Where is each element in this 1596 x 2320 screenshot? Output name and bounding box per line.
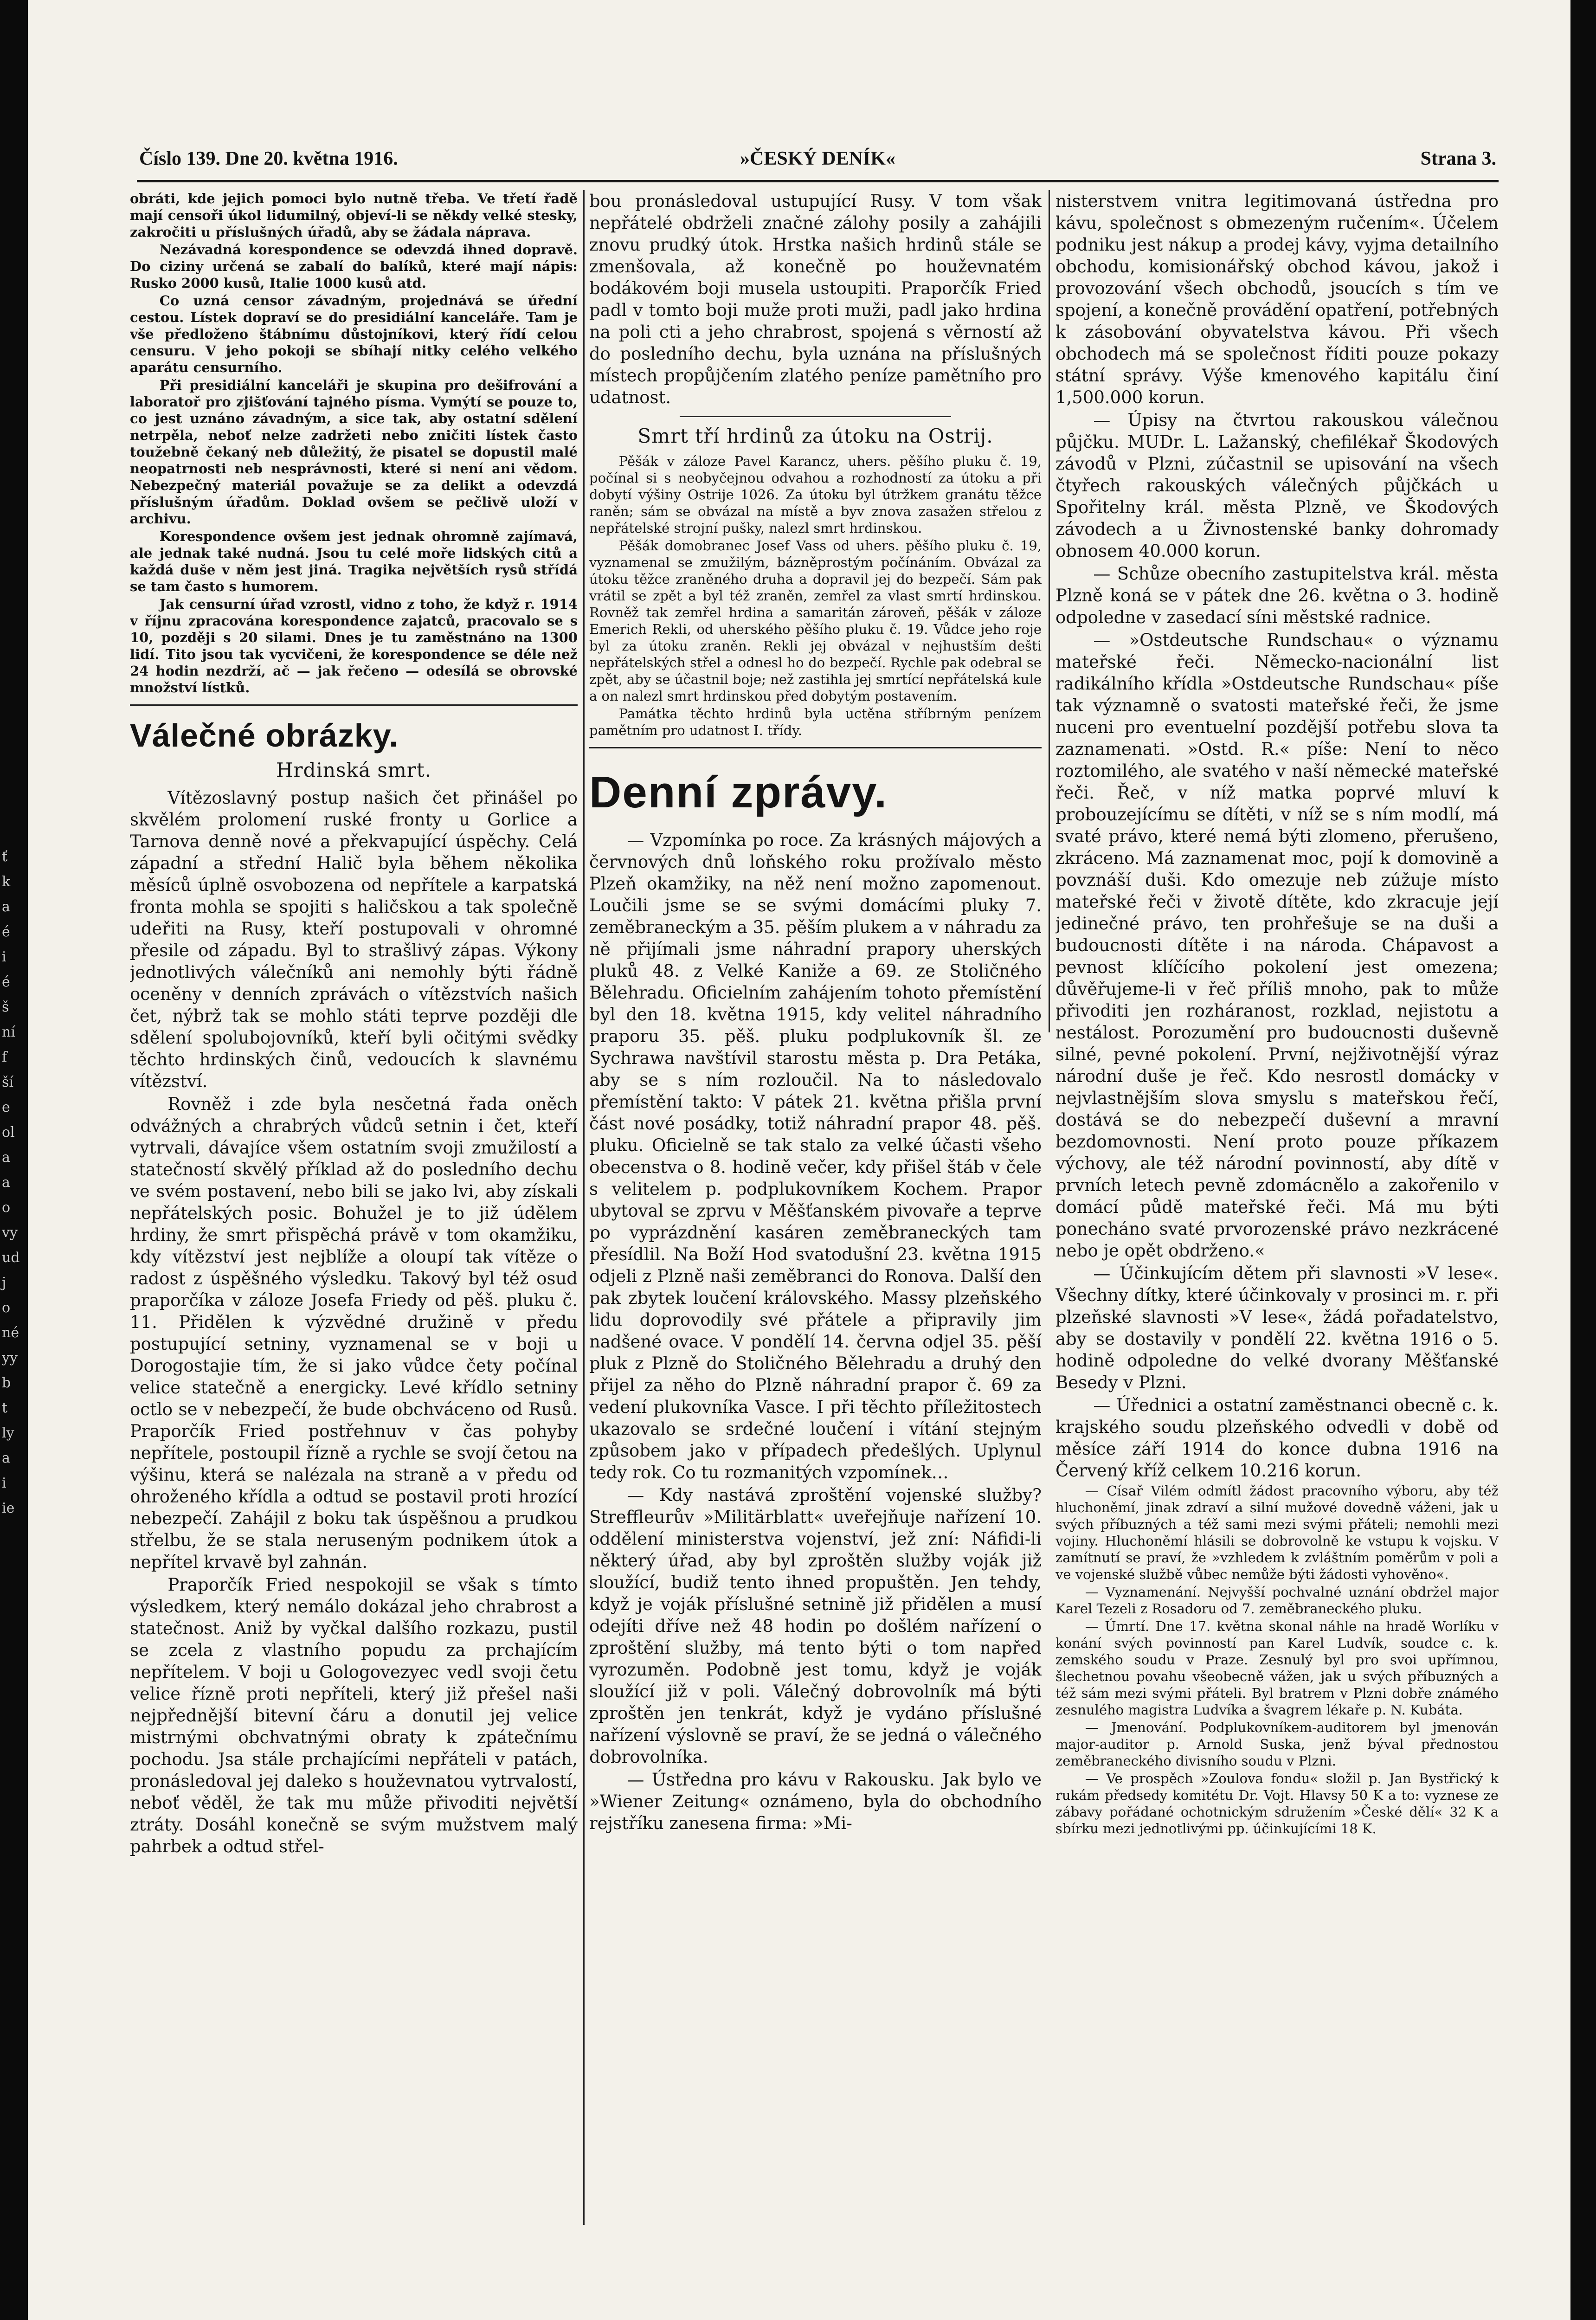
column-rule-1	[583, 190, 585, 2225]
article-divider	[680, 416, 951, 417]
paragraph: Jak censurní úřad vzrostl, vidno z toho, že když r. 1914 v říjnu zpracována korespondence zajatců, pracovalo se s 10, později s 20 silami. Dnes je tu zaměstnáno na 1300 lidí. Tito jsou tak vycvičeni, že korespondence se déle než 24 hodin nezdrží, ač — jak řečeno — odesílá se obrovské množství lístků.	[130, 596, 578, 696]
margin-fragment: ie	[2, 1500, 15, 1516]
news-item: — Vyznamenání. Nejvyšší pochvalné uznání obdržel major Karel Tezeli z Rosadoru od 7. zeměbraneckého pluku.	[1055, 1584, 1499, 1617]
margin-fragment: o	[2, 1199, 11, 1216]
paragraph: Památka těchto hrdinů byla uctěna stříbrným penízem pamětním pro udatnost I. třídy.	[589, 706, 1042, 738]
section-heading: Válečné obrázky.	[130, 717, 399, 754]
paragraph: Pěšák domobranec Josef Vass od uhers. pěšího pluku č. 19, vyznamenal se zmužilým, bázněprostým počínáním. Obvázal za útoku těžce zraněného druha a dopravil jej do bezpečí. Sám pak vrátil se zpět a byl též zraněn, zemřel za vlast smrtí hrdinskou. Rovněž tak zemřel hrdina a samaritán zároveň, pěšák v záloze Emerich Rekli, od uherského pěšího pluku č. 19. Vůdce jeho roje byl za útoku zraněn. Rekli jej obvázal v nejhustším dešti nepřátelských střel a odnesl ho do bezpečí. Rychle pak odebral se zpět, aby se účastnil boje; než zastihla jej smrtící nepřátelská kule a on nalezl smrt hrdinskou před dobytým postavením.	[589, 538, 1042, 704]
news-item: — Ve prospěch »Zoulova fondu« složil p. Jan Bystřický k rukám předsedy komitétu Dr. Vojt. Hlavsy 50 K a to: vyznese ze zábavy pořádané ochotnickým sdružením »České dělí« 32 K a sbírku mezi jednotlivými pp. účinkujícími 18 K.	[1055, 1771, 1499, 1837]
news-item: — Vzpomínka po roce. Za krásných májových a červnových dnů loňského roku prožívalo město Plzeň okamžiky, na něž není možno zapomenout. Loučili jsme se se svými domácími pluky 7. zeměbraneckým a 35. pěším plukem a v náhradu za ně přijímali jsme náhradní prapory uherských pluků 48. z Velké Kaniže a 69. ze Stoličného Bělehradu. Oficielním zahájením tohoto přemístění byl den 18. května 1915, kdy velitel náhradního praporu 35. pěš. pluku podplukovník šl. ze Sychrawa navštívil starostu města p. Dra Petáka, aby se s ním rozloučil. Na to následovalo přemístění takto: V pátek 21. května přišla první část nové posádky, totiž náhradní prapor 48. pěš. pluku. Oficielně se tak stalo za velké účasti všeho obecenstva o 8. hodině večer, kdy přišel štáb v čele s velitelem p. podplukovníkem Kochem. Prapor ubytoval se zprvu v Měšťanském pivovaře a teprve po vyprázdnění kasáren zeměbraneckých tam přesídlil. Na Boží Hod svatodušní 23. května 1915 odjeli z Plzně naši zeměbranci do Ronova. Další den pak zbytek loučení královského. Massy plzeňského lidu doprovodily své přátele a připravily jim nadšené ovace. V pondělí 14. června odjel 35. pěší pluk z Plzně do Stoličného Bělehradu a druhý den přijel za něho do Plzně náhradní prapor č. 69 za vedení plukovníka Vasce. I při těchto příležitostech ukazovalo se srdečné loučení i vítání stejným způsobem jako v případech předešlých. Uplynul tedy rok. Co tu rozmanitých vzpomínek…	[589, 830, 1042, 1482]
scan-edge-right	[1570, 0, 1596, 2320]
news-item: — »Ostdeutsche Rundschau« o významu mateřské řeči. Německo-nacionální list radikálního křídla »Ostdeutsche Rundschau« píše tak významně o svatosti mateřské řeči, že jsme nuceni pro eventuelní pozdější potřebu slova ta zaznamenati. »Ostd. R.« píše: Není to něco roztomilého, ale svatého v naší německé mateřské řeči. Řeč, v níž matka poprvé mluví k probouzejícímu se dítěti, v níž se s ním modlí, má svaté právo, které nemá býti zlomeno, přerušeno, zkráceno. Má zaznamenat moc, pojí k domovině a povznáší duši. Kdo omezuje neb zúžuje místo mateřské řeči v životě dítěte, kdo zkracuje její jedinečné právo, ten prohřešuje se na duši a budoucnosti dítěte i na národa. Chápavost a pevnost klíčícího pokolení jest omezena; důvěřujeme-li v řeč příliš mnoho, pak to může přivoditi jen rozháranost, rozklad, nejistotu a nestálost. Porozumění pro budoucnosti duševně silné, pevné pokolení. První, nejživotnější výraz národní duše je řeč. Kdo nesrostl domácky v nejvlastnějším slova smyslu s mateřskou řečí, dostává se do nebezpečí duševní a mravní bezdomovnosti. Není proto pouze příkazem výchovy, ale též národní povinností, aby dítě v prvních letech pevně zdomácnělo a zakořenilo v domácí půdě mateřské řeči. Má mu býti ponecháno svaté prvorozenské právo nezkrácené nebo je opět obdrženo.«	[1055, 630, 1499, 1261]
paragraph: Nezávadná korespondence se odevzdá ihned dopravě. Do ciziny určená se zabalí do balíků, které mají nápis: Rusko 2000 kusů, Italie 1000 kusů atd.	[130, 242, 578, 291]
margin-fragment: ol	[2, 1124, 15, 1141]
column-1	[130, 190, 578, 2276]
news-item: — Schůze obecního zastupitelstva král. města Plzně koná se v pátek dne 26. května o 3. hodině odpoledne v zasedací síni městské radnice.	[1055, 564, 1499, 627]
margin-fragment: yy	[2, 1350, 18, 1366]
news-item: — Úpisy na čtvrtou rakouskou válečnou půjčku. MUDr. L. Lažanský, chefilékař Škodových závodů v Plzni, zúčastnil se upisování na všech čtyřech rakouských válečných půjčkách u Spořitelny král. města Plzně, ve Škodových závodech a u Živnostenské banky dohromady obnosem 40.000 korun.	[1055, 410, 1499, 561]
margin-fragment: f	[2, 1049, 7, 1065]
margin-fragment: vy	[2, 1224, 18, 1241]
news-item: — Úmrtí. Dne 17. května skonal náhle na hradě Worlíku v konání svých povinností pan Karel Ludvík, soudce c. k. zemského soudu v Praze. Zesnulý byl pro svoi upřímnou, šlechetnou povahu všeobecně vážen, jak u svých příbuzných a též sám mezi svými přáteli. Byl bratrem v Plzni dobře známého zesnulého magistra Ludvíka a švagrem lékaře p. N. Kubáta.	[1055, 1618, 1499, 1718]
news-item: nisterstvem vnitra legitimovaná ústředna pro kávu, společnost s obmezeným ručením«. Účelem podniku jest nákup a prodej kávy, vyjma detailního obchodu, komisionářský obchod kávou, jakož i provozování všech obchodů, jsoucích s tím ve spojení, a konečně provádění opatření, potřebných k zásobování obyvatelstva kávou. Při všech obchodech má se společnost říditi pouze pokazy státní správy. Výše kmenového kapitálu činí 1,500.000 korun.	[1055, 191, 1499, 407]
margin-fragment: né	[2, 1325, 19, 1341]
news-item: — Ústředna pro kávu v Rakousku. Jak bylo ve »Wiener Zeitung« oznámeno, byla do obchodního rejstříku zanesena firma: »Mi-	[589, 1770, 1042, 1833]
page-number: Strana 3.	[1420, 148, 1496, 169]
newspaper-title: »ČESKÝ DENÍK«	[740, 148, 895, 169]
news-item: — Jmenování. Podplukovníkem-auditorem byl jmenován major-auditor p. Arnold Suska, jenž býval přednostou zeměbraneckého divisního soudu v Plzni.	[1055, 1720, 1499, 1769]
daily-news-articles	[589, 829, 1042, 1834]
column-3-news	[1055, 190, 1499, 1482]
paragraph: Korespondence ovšem jest jednak ohromně zajímavá, ale jednak také nudná. Jsou tu celé moře lidských citů a každá duše v něm jest jiná. Tragika největších rysů střídá se tam často s humorem.	[130, 528, 578, 594]
paragraph: Při presidiální kanceláři je skupina pro dešifrování a laboratoř pro zjišťování tajného písma. Vymýtí se pouze to, co jest uznáno závadným, a sice tak, aby ostatní sdělení netrpěla, neboť nelze zadržeti nebo zničiti lístek často toužebně čekaný neb důležitý, že pisatel se dopustil malé neopatrnosti neb nesprávnosti, které si není ani vědom. Nebezpečný materiál považuje se za delikt a odevzdá příslušným úřadům. Doklad ovšem se pečlivě uloží v archivu.	[130, 377, 578, 527]
news-item: — Císař Vilém odmítl žádost pracovního výboru, aby též hluchoněmí, jinak zdraví a silní mužové dovedně váženi, jak u svých příbuzných a též sami mezi svými přáteli; nemohli mezi vojiny. Hluchoněmí hlásili se dobrovolně ke vstupu k vojsku. V zamítnutí se praví, že »vzhledem k zvláštním poměrům v poli a ve vojenské službě vůbec nemůže býti žádosti vyhověno«.	[1055, 1483, 1499, 1582]
margin-fragment: ší	[2, 1074, 13, 1090]
margin-fragment: e	[2, 1099, 10, 1115]
margin-fragment: t	[2, 1400, 8, 1416]
paragraph: Rovněž i zde byla nesčetná řada oněch odvážných a chrabrých vůdců setnin i čet, kteří vytrvali, dávajíce všem ostatním svoji zmužilostí a statečností skvělý příklad až do posledního dechu ve svém postavení, nebo bili se jako lvi, aby získali nepřátelských posic. Bohužel je to již údělem hrdiny, že smrt přispěchá právě v tom okamžiku, kdy vítězství jest nejblíže a oloupí tak vítěze o radost z úspěšného výsledku. Takový byl též osud praporčíka v záloze Josefa Friedy od pěš. pluku č. 11. Přidělen k výzvědné družině v předu postupující setniny, vyznamenal se v boji u Dorogostajie tím, že si jako vůdce čety počínal velice statečně a energicky. Levé křídlo setniny octlo se v nebezpečí, že bude obchváceno od Rusů. Praporčík Fried postřehnuv v čas pohyby nepřítele, postoupil řízně a rychle se svojí četou na výšinu, která se nalézala na straně a v předu od ohroženého křídla a odtud se postavil proti hrozící nebezpečí. Zahájil z boku tak úspěšnou a prudkou střelbu, že se stala neruseným podnikem útok a nepřítel krvavě byl zahnán.	[130, 1094, 578, 1572]
masthead-rule	[137, 180, 1499, 182]
news-item: — Úřednici a ostatní zaměstnanci obecně c. k. krajského soudu plzeňského odvedli v době od měsíce září 1914 do konce dubna 1916 na Červený kříž celkem 10.216 korun.	[1055, 1395, 1499, 1481]
margin-fragment: k	[2, 874, 11, 890]
margin-fragment: o	[2, 1300, 11, 1316]
censorship-article	[130, 190, 578, 696]
margin-fragment: ly	[2, 1425, 14, 1441]
column-rule-2	[1049, 190, 1050, 1032]
column-3	[1055, 190, 1499, 2276]
section-divider-2	[589, 747, 1042, 748]
news-item: — Účinkujícím dětem při slavnosti »V lese«. Všechny dítky, které účinkovaly v prosinci m. r. při plzeňské slavnosti »V lese«, žádá pořadatelstvo, aby se dostavily v pondělí 22. května 1916 o 5. hodině odpoledne do velké dvorany Měšťanské Besedy v Plzni.	[1055, 1263, 1499, 1392]
article-subtitle: Hrdinská smrt.	[276, 759, 432, 781]
three-heroes-article	[589, 453, 1042, 739]
margin-fragment: j	[2, 1275, 6, 1291]
margin-fragment: a	[2, 1149, 10, 1166]
war-story-article	[130, 787, 578, 1857]
margin-fragment: i	[2, 1475, 6, 1491]
margin-fragment: ť	[2, 849, 8, 865]
section-divider	[130, 704, 578, 706]
war-story-continuation	[589, 190, 1042, 408]
margin-fragment: ud	[2, 1250, 20, 1266]
margin-fragment: š	[2, 999, 9, 1015]
margin-fragment: b	[2, 1375, 11, 1391]
paragraph: Vítězoslavný postup našich čet přinášel po skvělém prolomení ruské fronty u Gorlice a Tarnova denně nové a překvapující úspěchy. Celá západní a střední Halič byla během několika měsíců úplně osvobozena od nepřítele a karpatská fronta mohla se spojiti s haličskou a tak společně udeřiti na Rusy, kteří postupovali v ohromné přesile od západu. Byl to strašlivý zápas. Výkony jednotlivých válečníků ani nemohly býti řádně oceněny v denních zprávách o vítězstvích našich čet, nýbrž tak se mohlo státi teprve později dle sdělení spolubojovníků, kteří byli očitými svědky těchto hrdinských činů, vedoucích k slavnému vítězství.	[130, 788, 578, 1091]
paragraph: obráti, kde jejich pomoci bylo nutně třeba. Ve třetí řadě mají censoři úkol lidumilný, objeví-li se někdy velké stesky, zakročiti u příslušných úřadů, aby se žádala náprava.	[130, 191, 578, 240]
masthead	[139, 148, 1496, 174]
paragraph: Co uzná censor závadným, projednává se úřední cestou. Lístek dopraví se do presidiální kanceláře. Tam je vše předloženo štábnímu důstojníkovi, který řídí celou censuru. V jeho pokoji se sbíhají nitky celého velkého aparátu censurního.	[130, 293, 578, 375]
column-3-short-news	[1055, 1482, 1499, 1837]
article-subtitle-2: Smrt tří hrdinů za útoku na Ostrij.	[637, 425, 993, 447]
margin-fragments	[2, 844, 20, 1521]
paragraph: bou pronásledoval ustupující Rusy. V tom však nepřátelé obdrželi značné zálohy posily a zahájili znovu prudký útok. Hrstka našich hrdinů stále se zmenšovala, až konečně po houževnatém bodákovém boji musela ustoupiti. Praporčík Fried padl v tomto boji muže proti muži, padl jako hrdina na poli cti a jeho chrabrost, spojená s věrností až do posledního dechu, byla uznána na příslušných místech propůjčením zlatého peníze pamětního pro udatnost.	[589, 191, 1042, 407]
margin-fragment: é	[2, 974, 10, 990]
margin-fragment: a	[2, 899, 10, 915]
margin-fragment: é	[2, 924, 10, 940]
issue-date: Číslo 139. Dne 20. května 1916.	[139, 148, 398, 169]
daily-news-heading: Denní zprávy.	[589, 767, 888, 817]
margin-fragment: i	[2, 949, 6, 965]
margin-fragment: ní	[2, 1024, 15, 1040]
margin-fragment: a	[2, 1450, 10, 1466]
paragraph: Praporčík Fried nespokojil se však s tímto výsledkem, který nemálo dokázal jeho chrabrost a statečnost. Aniž by vyčkal dalšího rozkazu, pustil se zcela z vlastního popudu za prchajícím nepřítelem. V boji u Gologovezyec vedl svoji četu velice řízně proti nepříteli, který již přešel naši nejpřednější bitevní čáru a donutil jej velice mistrnými obchvatnými obraty k zpátečnímu pochodu. Jsa stále prchajícími nepřáteli v patách, pronásledoval jej daleko s houževnatou vytrvalostí, neboť věděl, že tak mu může přivoditi největší ztráty. Dosáhl konečně se svým mužstvem malý pahrbek a odtud střel-	[130, 1575, 578, 1856]
news-item: — Kdy nastává zproštění vojenské služby? Streffleurův »Militärblatt« uveřejňuje nařízení 10. oddělení ministerstva vojenství, jež zní: Náfidi-li některý úřad, aby byl zproštěn služby voják již sloužící, budiž tento ihned propuštěn. Jen tehdy, když je voják příslušné setnině již přidělen a musí odejíti dříve než 48 hodin po došlém nařízení o zproštění služby, má tento býti o tom napřed vyrozuměn. Podobně jest tomu, když je voják sloužící již v poli. Válečný dobrovolník má býti zproštěn jen tenkrát, když je vydáno příslušné nařízení výslovně se praví, že se jedná o válečného dobrovolníka.	[589, 1485, 1042, 1767]
margin-fragment: a	[2, 1174, 10, 1191]
column-2	[589, 190, 1042, 2276]
paragraph: Pěšák v záloze Pavel Karancz, uhers. pěšího pluku č. 19, počínal si s neobyčejnou odvahou a rozhodností za útoku a při dobytí výšiny Ostrije 1026. Za útoku byl útržkem granátu těžce raněn; sám se obvázal na místě a byv znova zasažen střelou z nepřátelské strojní pušky, nalezl smrt hrdinskou.	[589, 453, 1042, 536]
